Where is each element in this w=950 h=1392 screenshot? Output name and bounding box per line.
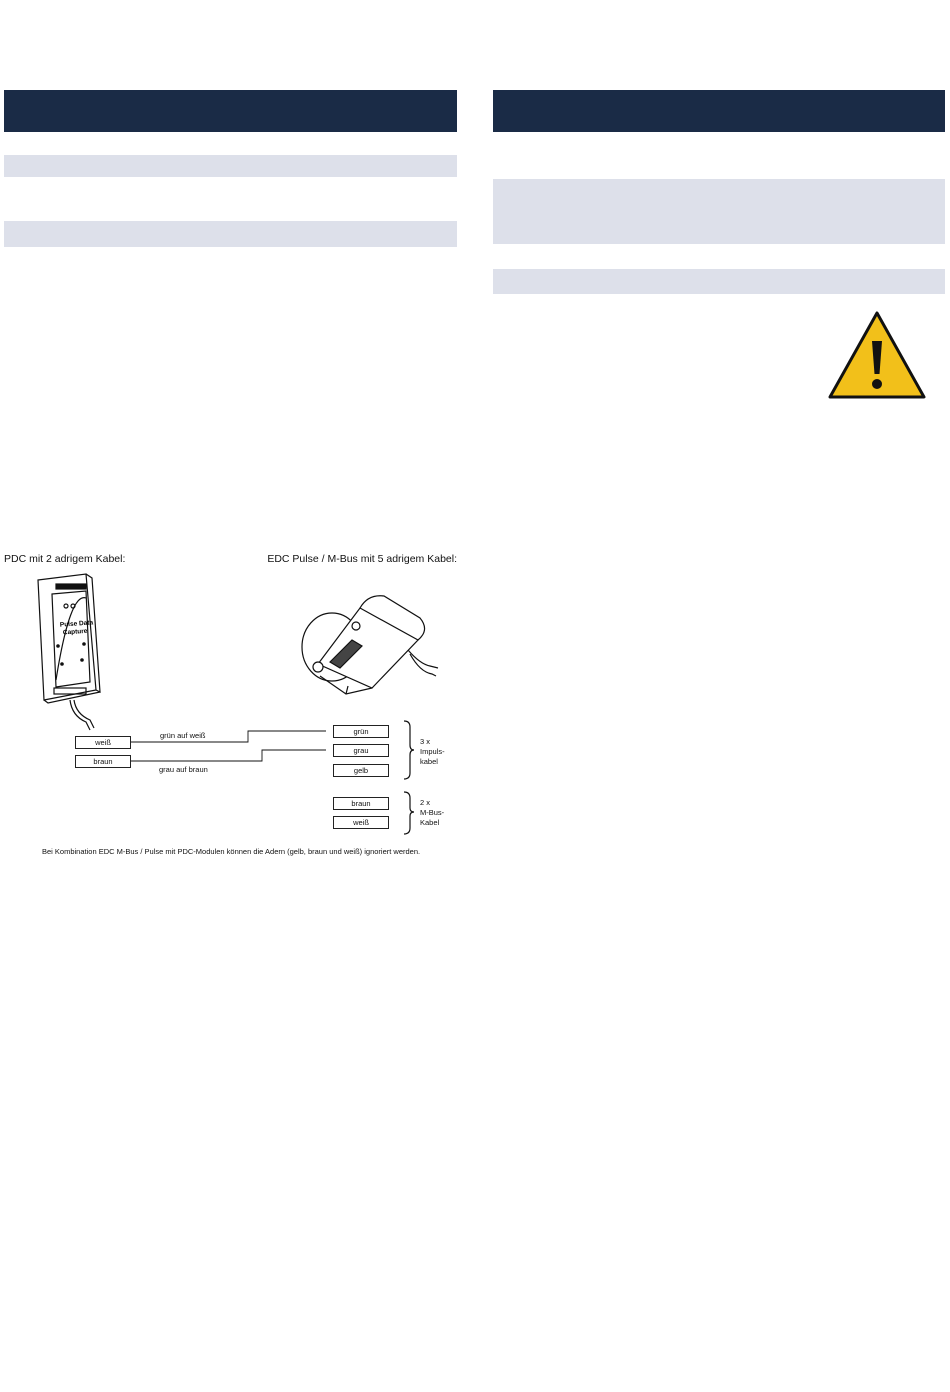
pdc-caption: PDC mit 2 adrigem Kabel: xyxy=(4,553,126,565)
group-braces xyxy=(404,721,414,834)
wire-label-grau-auf-braun: grau auf braun xyxy=(159,765,208,774)
pdc-device-drawing xyxy=(38,574,100,730)
diagram-footnote: Bei Kombination EDC M-Bus / Pulse mit PDC-Modulen können die Adern (gelb, braun und weiß) ignoriert werden. xyxy=(42,847,421,856)
edc-wire-gruen: grün xyxy=(333,725,389,738)
edc-wire-gelb: gelb xyxy=(333,764,389,777)
edc-wire-grau: grau xyxy=(333,744,389,757)
edc-wire-braun: braun xyxy=(333,797,389,810)
pdc-wire-weiss: weiß xyxy=(75,736,131,749)
edc-caption: EDC Pulse / M-Bus mit 5 adrigem Kabel: xyxy=(267,553,457,565)
pdc-wire-braun: braun xyxy=(75,755,131,768)
edc-device-drawing xyxy=(302,596,438,694)
pdc-device-label-1: Pulse Data xyxy=(59,619,94,629)
pdc-device-label-2: Capture xyxy=(62,627,88,637)
edc-wire-weiss: weiß xyxy=(333,816,389,829)
wire-label-gruen-auf-weiss: grün auf weiß xyxy=(160,731,206,740)
mbus-group-label: 2 x M-Bus- Kabel xyxy=(420,798,445,827)
impulse-group-label: 3 x Impuls- kabel xyxy=(420,737,445,766)
